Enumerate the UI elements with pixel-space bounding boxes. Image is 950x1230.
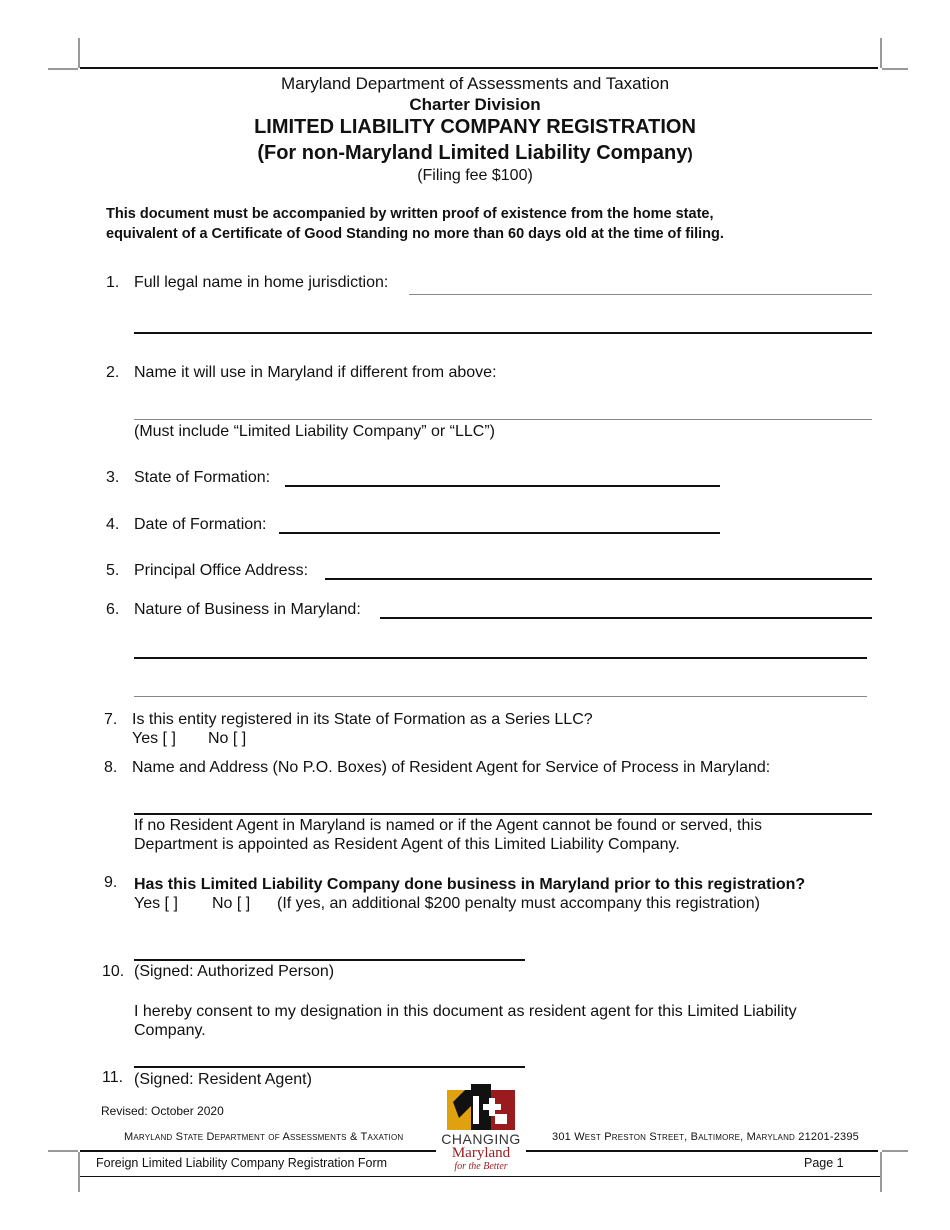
crop-mark bbox=[48, 68, 78, 70]
footer-rule-top-right bbox=[524, 1150, 878, 1152]
consent-line-1: I hereby consent to my designation in this document as resident agent for this Limited Liability bbox=[134, 1003, 797, 1020]
agency-name: Maryland Department of Assessments and Taxation bbox=[280, 74, 670, 93]
crop-mark bbox=[78, 38, 80, 68]
nature-of-business-field-line-2[interactable] bbox=[134, 657, 867, 659]
authorized-person-signature-field[interactable] bbox=[134, 959, 525, 961]
item-number: 1. bbox=[106, 274, 120, 291]
resident-agent-label: Name and Address (No P.O. Boxes) of Resident Agent for Service of Process in Maryland: bbox=[132, 759, 771, 776]
crop-mark bbox=[880, 38, 882, 68]
footer-address: 301 West Preston Street, Baltimore, Maryland 21201-2395 bbox=[552, 1131, 859, 1143]
crop-mark bbox=[48, 1150, 78, 1152]
resident-agent-signature-field[interactable] bbox=[134, 1066, 525, 1068]
crop-mark bbox=[882, 1150, 908, 1152]
consent-line-2: Company. bbox=[134, 1022, 206, 1039]
prior-business-yes-checkbox[interactable]: Yes [ ] bbox=[134, 895, 178, 912]
top-rule bbox=[80, 67, 878, 69]
footer-rule-top bbox=[80, 1150, 438, 1152]
notice-line-1: This document must be accompanied by written proof of existence from the home state, bbox=[106, 206, 714, 222]
authorized-person-label: (Signed: Authorized Person) bbox=[134, 963, 335, 980]
prior-business-penalty-note: (If yes, an additional $200 penalty must accompany this registration) bbox=[277, 895, 760, 912]
form-subtitle-paren: ) bbox=[687, 146, 693, 163]
logo-maryland: Maryland bbox=[451, 1145, 511, 1161]
item-number: 11. bbox=[102, 1069, 124, 1086]
crop-mark bbox=[882, 68, 908, 70]
principal-office-label: Principal Office Address: bbox=[134, 562, 309, 579]
crop-mark bbox=[880, 1152, 882, 1192]
series-llc-no-checkbox[interactable]: No [ ] bbox=[208, 730, 247, 747]
form-subtitle-main: (For non-Maryland Limited Liability Company bbox=[257, 142, 688, 164]
nature-of-business-label: Nature of Business in Maryland: bbox=[134, 601, 361, 618]
crop-mark bbox=[78, 1152, 80, 1192]
resident-agent-note-line-2: Department is appointed as Resident Agent of this Limited Liability Company. bbox=[134, 836, 680, 853]
item-number: 7. bbox=[104, 711, 118, 728]
logo-changing: CHANGING bbox=[441, 1131, 521, 1147]
state-of-formation-label: State of Formation: bbox=[134, 469, 271, 486]
item-number: 10. bbox=[102, 963, 125, 980]
item-number: 2. bbox=[106, 364, 120, 381]
date-of-formation-field[interactable] bbox=[279, 532, 720, 534]
item-number: 6. bbox=[106, 601, 120, 618]
footer-rule-bottom bbox=[80, 1176, 880, 1177]
nature-of-business-field[interactable] bbox=[380, 617, 872, 619]
revised-date: Revised: October 2020 bbox=[101, 1104, 224, 1118]
series-llc-question: Is this entity registered in its State of Formation as a Series LLC? bbox=[132, 711, 593, 728]
form-subtitle bbox=[0, 142, 950, 165]
nature-of-business-field-line-3[interactable] bbox=[134, 696, 867, 697]
full-legal-name-label: Full legal name in home jurisdiction: bbox=[134, 274, 389, 291]
item-number: 3. bbox=[106, 469, 120, 486]
notice-line-2: equivalent of a Certificate of Good Standing no more than 60 days old at the time of filing. bbox=[106, 226, 724, 242]
resident-agent-signature-label: (Signed: Resident Agent) bbox=[134, 1071, 312, 1088]
footer-page-number: Page 1 bbox=[804, 1156, 844, 1170]
prior-business-question: Has this Limited Liability Company done business in Maryland prior to this registration? bbox=[134, 876, 806, 893]
item-number: 4. bbox=[106, 516, 120, 533]
item-number: 9. bbox=[104, 874, 118, 891]
form-title: LIMITED LIABILITY COMPANY REGISTRATION bbox=[254, 116, 696, 138]
footer-department: Maryland State Department of Assessments & Taxation bbox=[124, 1131, 404, 1143]
footer-form-name: Foreign Limited Liability Company Registration Form bbox=[96, 1156, 388, 1170]
maryland-name-label: Name it will use in Maryland if different from above: bbox=[134, 364, 497, 381]
maryland-name-note: (Must include “Limited Liability Company” or “LLC”) bbox=[134, 423, 496, 440]
logo-tagline: for the Better bbox=[454, 1161, 508, 1172]
changing-maryland-logo bbox=[436, 1084, 526, 1176]
resident-agent-note-line-1: If no Resident Agent in Maryland is named or if the Agent cannot be found or served, this bbox=[134, 817, 762, 834]
principal-office-field[interactable] bbox=[325, 578, 872, 580]
resident-agent-field[interactable] bbox=[134, 813, 872, 815]
prior-business-no-checkbox[interactable]: No [ ] bbox=[212, 895, 251, 912]
full-legal-name-field[interactable] bbox=[409, 294, 872, 295]
date-of-formation-label: Date of Formation: bbox=[134, 516, 267, 533]
series-llc-yes-checkbox[interactable]: Yes [ ] bbox=[132, 730, 176, 747]
maryland-name-field[interactable] bbox=[134, 419, 872, 420]
full-legal-name-field-line-2[interactable] bbox=[134, 332, 872, 334]
item-number: 8. bbox=[104, 759, 118, 776]
item-number: 5. bbox=[106, 562, 120, 579]
state-of-formation-field[interactable] bbox=[285, 485, 720, 487]
maryland-flag-icon bbox=[447, 1084, 515, 1132]
filing-fee: (Filing fee $100) bbox=[417, 167, 533, 184]
division-name: Charter Division bbox=[409, 95, 541, 114]
